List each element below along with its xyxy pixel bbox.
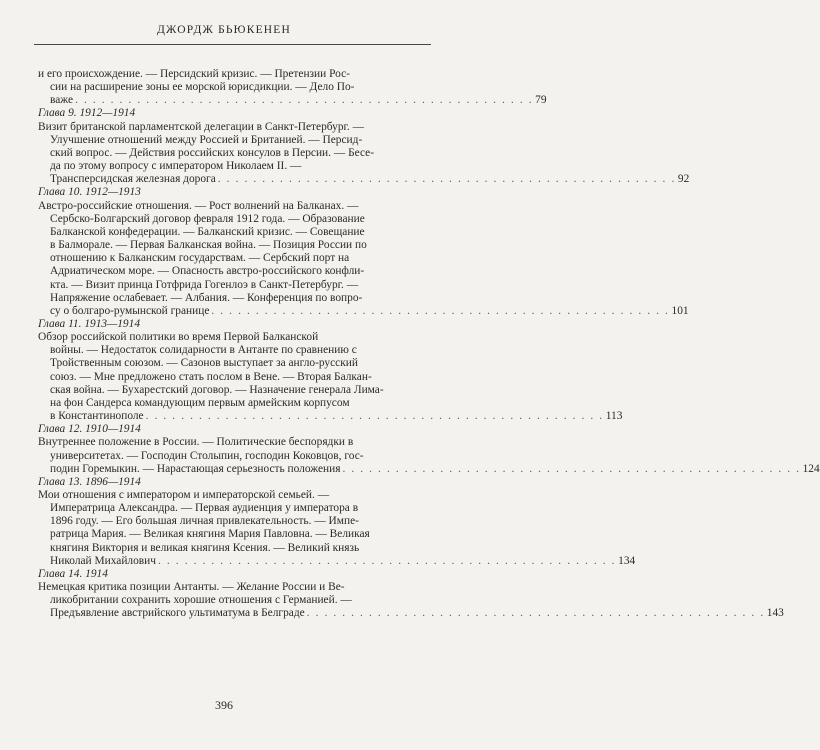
dot-leader: . . . . . . . . . . . . . . . . . . . . . . . . . . . . . . . . . . . . . . . . . . . . . . . . . . . . xyxy=(145,410,604,423)
chapter-heading: Глава 10. 1912—1913 xyxy=(38,186,141,199)
toc-entry-line: войны. — Недостаток солидарности в Антанте по сравнению с xyxy=(50,344,357,357)
toc-entry-line: Императрица Александра. — Первая аудиенция у императора в xyxy=(50,502,359,515)
toc-entry xyxy=(38,68,547,107)
toc-page-number: 113 xyxy=(605,410,623,423)
toc-entry-line: союз. — Мне предложено стать послом в Вене. — Вторая Балкан- xyxy=(50,370,372,383)
toc-entry-line: Балканской конфедерации. — Балканский кризис. — Совещание xyxy=(50,225,365,238)
dot-leader: . . . . . . . . . . . . . . . . . . . . . . . . . . . . . . . . . . . . . . . . . . . . . . . . . . . . xyxy=(211,304,670,317)
toc-entry-line: ская война. — Бухарестский договор. — Назначение генерала Лима- xyxy=(50,383,384,396)
toc-entry-line: ратрица Мария. — Великая княгиня Мария Павловна. — Великая xyxy=(50,528,370,541)
toc-entry-line: подин Горемыкин. — Нарастающая серьезность положения xyxy=(50,462,341,475)
toc-entry-line: су о болгаро-румынской границе xyxy=(50,304,210,317)
toc-entry-line: Адриатическом море. — Опасность австро-российского конфли- xyxy=(50,265,365,278)
toc-entry-line: в Константинополе xyxy=(50,410,144,423)
toc-entry-line: Улучшение отношений между Россией и Британией. — Персид- xyxy=(50,133,363,146)
toc-entry-line: отношению к Балканским государствам. — Сербский порт на xyxy=(50,252,350,265)
toc-entry-line: Немецкая критика позиции Антанты. — Желание России и Ве- xyxy=(38,581,345,594)
toc-entry-line: 1896 году. — Его большая личная привлекательность. — Импе- xyxy=(50,515,359,528)
toc-entry-line: Мои отношения с императором и императорской семьей. — xyxy=(38,489,330,501)
chapter-heading: Глава 12. 1910—1914 xyxy=(38,423,141,436)
toc-entry-line: Тройственным союзом. — Сазонов выступает за англо-русский xyxy=(50,357,358,370)
toc-entry-line: Австро-российские отношения. — Рост волнений на Балканах. — xyxy=(38,199,359,212)
page-number: 396 xyxy=(215,698,233,712)
toc-page-number: 143 xyxy=(766,607,784,620)
header-rule xyxy=(34,44,431,45)
table-of-contents xyxy=(38,68,820,621)
dot-leader: . . . . . . . . . . . . . . . . . . . . . . . . . . . . . . . . . . . . . . . . . . . . . . . . . . . . xyxy=(158,554,617,567)
toc-page-number: 79 xyxy=(535,94,547,107)
toc-entry-line: университетах. — Господин Столыпин, господин Коковцов, гос- xyxy=(50,449,364,462)
dot-leader: . . . . . . . . . . . . . . . . . . . . . . . . . . . . . . . . . . . . . . . . . . . . . . . . . . . . xyxy=(306,607,765,620)
chapter-heading: Глава 11. 1913—1914 xyxy=(38,317,141,330)
dot-leader: . . . . . . . . . . . . . . . . . . . . . . . . . . . . . . . . . . . . . . . . . . . . . . . . . . . . xyxy=(342,462,801,475)
chapter-heading: Глава 9. 1912—1914 xyxy=(38,107,136,120)
toc-entry-line: на фон Сандерса командующим первым армейским корпусом xyxy=(50,396,350,409)
toc-entry-line: княгиня Виктория и великая княгиня Ксения. — Великий князь xyxy=(50,541,360,554)
toc-page-number: 92 xyxy=(677,173,690,186)
dot-leader: . . . . . . . . . . . . . . . . . . . . . . . . . . . . . . . . . . . . . . . . . . . . . . . . . . . . xyxy=(75,94,534,107)
toc-entry xyxy=(38,489,636,568)
chapter-heading: Глава 13. 1896—1914 xyxy=(38,475,141,488)
toc-entry xyxy=(38,436,820,475)
toc-page-number: 124 xyxy=(802,462,820,475)
chapter-heading: Глава 14. 1914 xyxy=(38,567,108,580)
toc-entry-line: сии на расширение зоны ее морской юрисдикции. — Дело По- xyxy=(50,81,355,94)
running-head: ДЖОРДЖ БЬЮКЕНЕН xyxy=(156,24,292,36)
toc-entry-line: ликобритании сохранить хорошие отношения с Германией. — xyxy=(50,594,352,607)
toc-entry-line: Николай Михайлович xyxy=(50,554,157,567)
toc-entry-line: Визит британской парламентской делегации в Санкт-Петербург. — xyxy=(38,120,364,133)
toc-entry-line: Обзор российской политики во время Первой Балканской xyxy=(38,331,319,344)
toc-entry-line: Трансперсидская железная дорога xyxy=(50,173,216,186)
toc-entry-line: в Балморале. — Первая Балканская война. — Позиция России по xyxy=(50,239,367,252)
toc-entry-line: и его происхождение. — Персидский кризис. — Претензии Рос- xyxy=(38,68,350,80)
toc-entry xyxy=(38,331,623,423)
toc-entry-line: Предъявление австрийского ультиматума в Белграде xyxy=(50,607,305,620)
toc-entry-line: кта. — Визит принца Готфрида Гогенлоэ в Санкт-Петербург. — xyxy=(50,278,359,291)
toc-entry-line: Напряжение ослабевает. — Албания. — Конференция по вопро- xyxy=(50,291,363,304)
toc-entry xyxy=(38,199,689,318)
toc-entry-line: Внутреннее положение в России. — Политические беспорядки в xyxy=(38,436,354,449)
toc-page-number: 101 xyxy=(671,304,689,317)
toc-entry-line: ский вопрос. — Действия российских консулов в Персии. — Бесе- xyxy=(50,146,375,159)
toc-entry-line: да по этому вопросу с императором Николаем II. — xyxy=(50,160,302,173)
toc-page-number: 134 xyxy=(618,554,636,567)
toc-entry-line: важе xyxy=(50,94,74,107)
dot-leader: . . . . . . . . . . . . . . . . . . . . . . . . . . . . . . . . . . . . . . . . . . . . . . . . . . . . xyxy=(217,173,676,186)
toc-entry-line: Сербско-Болгарский договор февраля 1912 года. — Образование xyxy=(50,212,365,225)
toc-entry xyxy=(38,120,690,187)
toc-entry xyxy=(38,581,784,620)
